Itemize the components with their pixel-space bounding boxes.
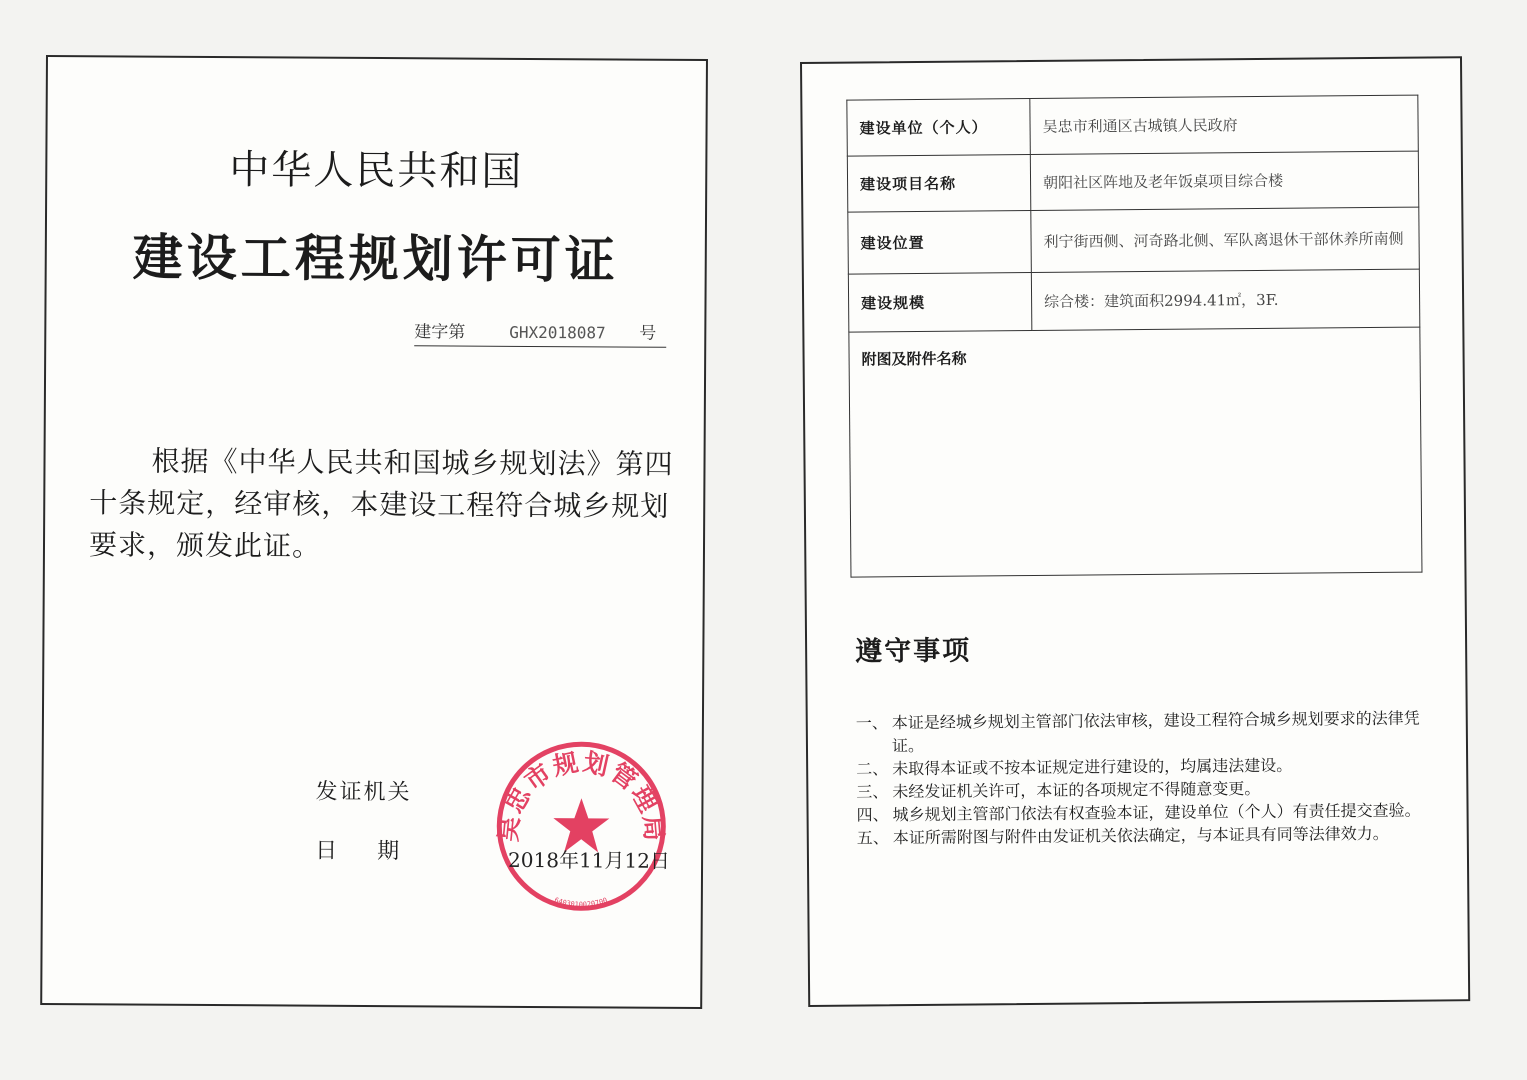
issuance-statement: 根据《中华人民共和国城乡规划法》第四十条规定，经审核，本建设工程符合城乡规划要求，颁发此证。 (88, 444, 674, 563)
table-row (849, 327, 1422, 577)
notice-text: 本证是经城乡规划主管部门依法审核，建设工程符合城乡规划要求的法律凭证。 (891, 708, 1420, 756)
row-value: 朝阳社区阵地及老年饭桌项目综合楼 (1030, 151, 1418, 210)
list-item (856, 707, 1431, 758)
row-label: 建设位置 (848, 210, 1032, 274)
number-suffix: 号 (639, 323, 657, 344)
list-item (857, 822, 1432, 850)
notice-marker: 二、 (856, 759, 889, 779)
row-value: 利宁街西侧、河奇路北侧、军队离退休干部休养所南侧 (1031, 207, 1420, 272)
table-row (847, 95, 1418, 156)
notice-marker: 五、 (856, 828, 889, 848)
attachments-label: 附图及附件名称 (849, 327, 1422, 577)
seal-code-path: 6403010020700 (553, 896, 609, 909)
row-value: 吴忠市利通区古城镇人民政府 (1030, 95, 1418, 154)
certificate-left-page (40, 55, 708, 1009)
row-label: 建设单位（个人） (847, 98, 1030, 156)
country-name: 中华人民共和国 (229, 147, 524, 195)
notice-text: 城乡规划主管部门依法有权查验本证，建设单位（个人）有责任提交查验。 (892, 800, 1421, 825)
notice-text: 本证所需附图与附件由发证机关依法确定，与本证具有同等法律效力。 (892, 823, 1389, 848)
table-row (847, 151, 1418, 212)
seal-text-path: 吴忠市规划管理局 (493, 747, 670, 844)
notice-text: 未经发证机关许可，本证的各项规定不得随意变更。 (892, 779, 1261, 802)
notice-text: 未取得本证或不按本证规定进行建设的，均属违法建设。 (892, 755, 1293, 779)
official-seal-stamp (491, 736, 672, 917)
row-label: 建设项目名称 (847, 154, 1030, 212)
number-prefix: 建字第 (414, 322, 466, 343)
notice-title: 遵守事项 (855, 635, 972, 668)
certificate-number (414, 317, 666, 348)
table-row (848, 207, 1420, 274)
table-row (848, 269, 1419, 332)
notice-marker: 一、 (855, 713, 888, 733)
notice-marker: 四、 (856, 805, 889, 825)
certificate-right-page (800, 56, 1470, 1007)
issue-date: 2018年11月12日 (508, 847, 670, 873)
project-info-table (846, 95, 1422, 578)
notice-marker: 三、 (856, 782, 889, 802)
certificate-title: 建设工程规划许可证 (132, 227, 619, 290)
row-value: 综合楼：建筑面积2994.41㎡，3F. (1031, 269, 1419, 330)
issuing-authority-label: 发证机关 (315, 779, 412, 806)
notice-list (856, 707, 1432, 850)
row-label: 建设规模 (848, 272, 1031, 332)
number-code: GHX2018087 (509, 322, 606, 343)
date-label: 日期 (315, 838, 440, 865)
